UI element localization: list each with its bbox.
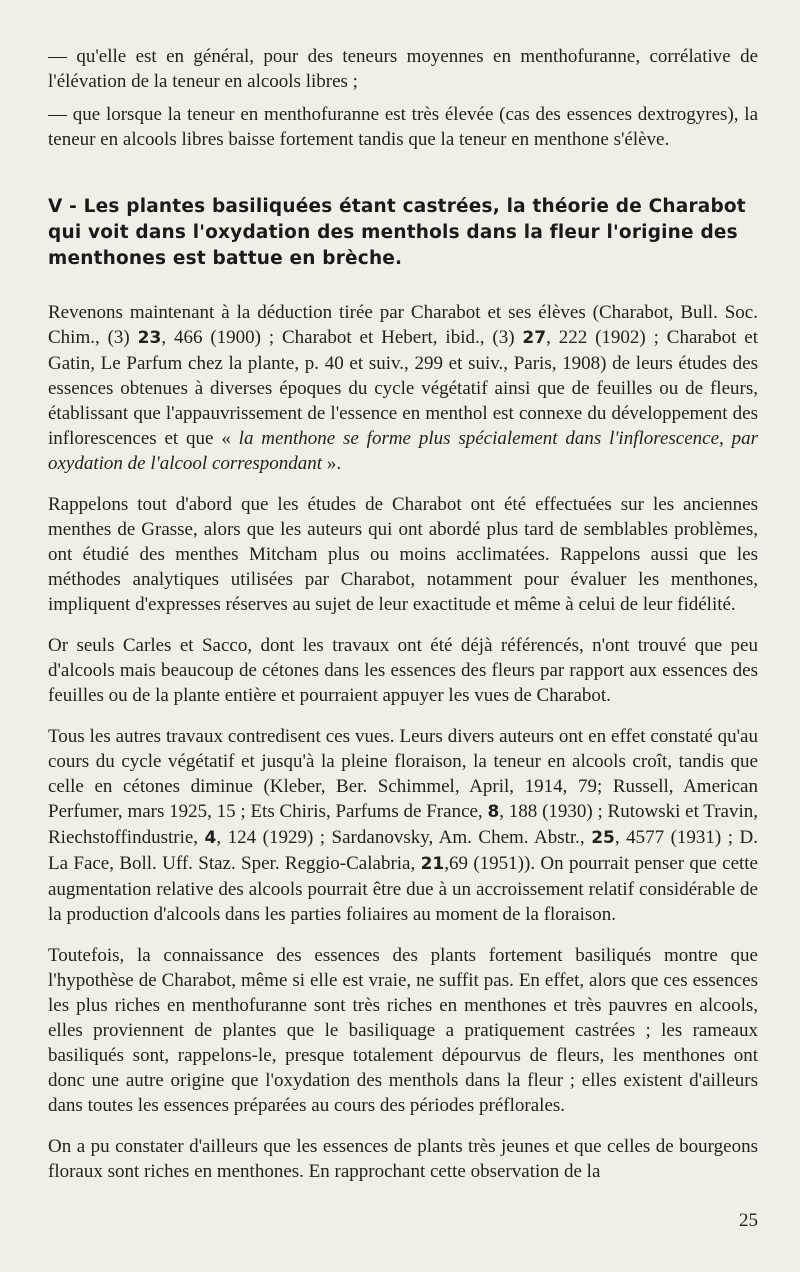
text-run: , 188 (1930) ; Rutowski et Travin, Riechstoffindustrie, — [48, 801, 758, 848]
volume-number: 25 — [591, 828, 615, 848]
text-run: , 222 (1902) ; Charabot et Gatin, Le Parfum chez la plante, p. 40 et suiv., 299 et suiv., Paris, 1908) de leurs études des essences obtenues à diverses époques du cycle végétatif ainsi que de feuilles ou de fleurs, établissant que l'appauvrissement de l'essence en menthol est connexe du développement des inflorescences et que « — [48, 327, 758, 449]
volume-number: 21 — [420, 854, 445, 874]
section-heading: V - Les plantes basiliquées étant castrées, la théorie de Charabot qui voit dans l'oxydation des menthols dans la fleur l'origine des menthones est battue en brèche. — [48, 196, 746, 269]
paragraph-dash-2: — que lorsque la teneur en menthofuranne est très élevée (cas des essences dextrogyres), la teneur en alcools libres baisse fortement tandis que la teneur en menthone s'élève. — [48, 104, 758, 150]
volume-number: 27 — [522, 328, 547, 348]
volume-number: 23 — [137, 328, 162, 348]
paragraph-carles-sacco: Or seuls Carles et Sacco, dont les travaux ont été déjà référencés, n'ont trouvé que peu d'alcools mais beaucoup de cétones dans les essences des fleurs par rapport aux essences des feuilles ou de la plante entière et pourraient appuyer les vues de Charabot. — [48, 635, 758, 706]
volume-number: 4 — [204, 828, 217, 848]
text-run: , 4577 (1931) ; D. La Face, Boll. Uff. Staz. Sper. Reggio-Calabria, — [48, 827, 758, 874]
paragraph-young-plants: On a pu constater d'ailleurs que les essences de plants très jeunes et que celles de bourgeons floraux sont riches en menthones. En rapprochant cette observation de la — [48, 1136, 758, 1182]
text-run: , 466 (1900) ; Charabot et Hebert, ibid., (3) — [161, 327, 523, 348]
page-number: 25 — [739, 1210, 758, 1231]
text-run: ,69 (1951)). On pourrait penser que cette augmentation relative des alcools pourrait être due à un accroissement relatif considérable de la production d'alcools dans les parties foliaires au moment de la floraison. — [48, 853, 758, 925]
paragraph-other-works — [48, 724, 758, 927]
text-run: Tous les autres travaux contredisent ces vues. Leurs divers auteurs ont en effet constaté qu'au cours du cycle végétatif et jusqu'à la pleine floraison, la teneur en alcools croît, tandis que celle en cétones diminue (Kleber, Ber. Schimmel, April, 1914, 79; Russell, American Perfumer, mars 1925, 15 ; Ets Chiris, Parfums de France, — [48, 726, 758, 822]
text-run: Revenons maintenant à la déduction tirée par Charabot et ses élèves (Charabot, Bull. Soc. Chim., (3) — [48, 302, 758, 348]
paragraph-basiliques: Toutefois, la connaissance des essences des plants fortement basiliqués montre que l'hypothèse de Charabot, même si elle est vraie, ne suffit pas. En effet, alors que ces essences les plus riches en menthofuranne sont très riches en menthones et très pauvres en alcools, elles proviennent de plantes que le basiliquage a pratiquement castrées ; les rameaux basiliqués sont, rappelons-le, presque totalement dépourvus de fleurs, les menthones ont donc une autre origine que l'oxydation des menthols dans la fleur ; elles existent d'ailleurs dans toutes les essences préparées au cours des périodes préflorales. — [48, 945, 758, 1116]
text-run: , 124 (1929) ; Sardanovsky, Am. Chem. Abstr., — [216, 827, 592, 848]
paragraph-charabot-deduction — [48, 300, 758, 476]
text-run: ». — [322, 453, 342, 474]
paragraph-grasse-mints: Rappelons tout d'abord que les études de Charabot ont été effectuées sur les anciennes menthes de Grasse, alors que les auteurs qui ont abordé plus tard de semblables problèmes, ont étudié des menthes Mitcham plus ou moins acclimatées. Rappelons aussi que les méthodes analytiques utilisées par Charabot, notamment pour évaluer les menthones, impliquent d'expresses réserves au sujet de leur exactitude et même à celui de leur fidélité. — [48, 494, 758, 615]
quotation: la menthone se forme plus spécialement dans l'inflorescence, par oxydation de l'alcool correspondant — [48, 428, 759, 474]
paragraph-dash-1: — qu'elle est en général, pour des teneurs moyennes en menthofuranne, corrélative de l'élévation de la teneur en alcools libres ; — [48, 46, 758, 92]
volume-number: 8 — [487, 802, 500, 822]
